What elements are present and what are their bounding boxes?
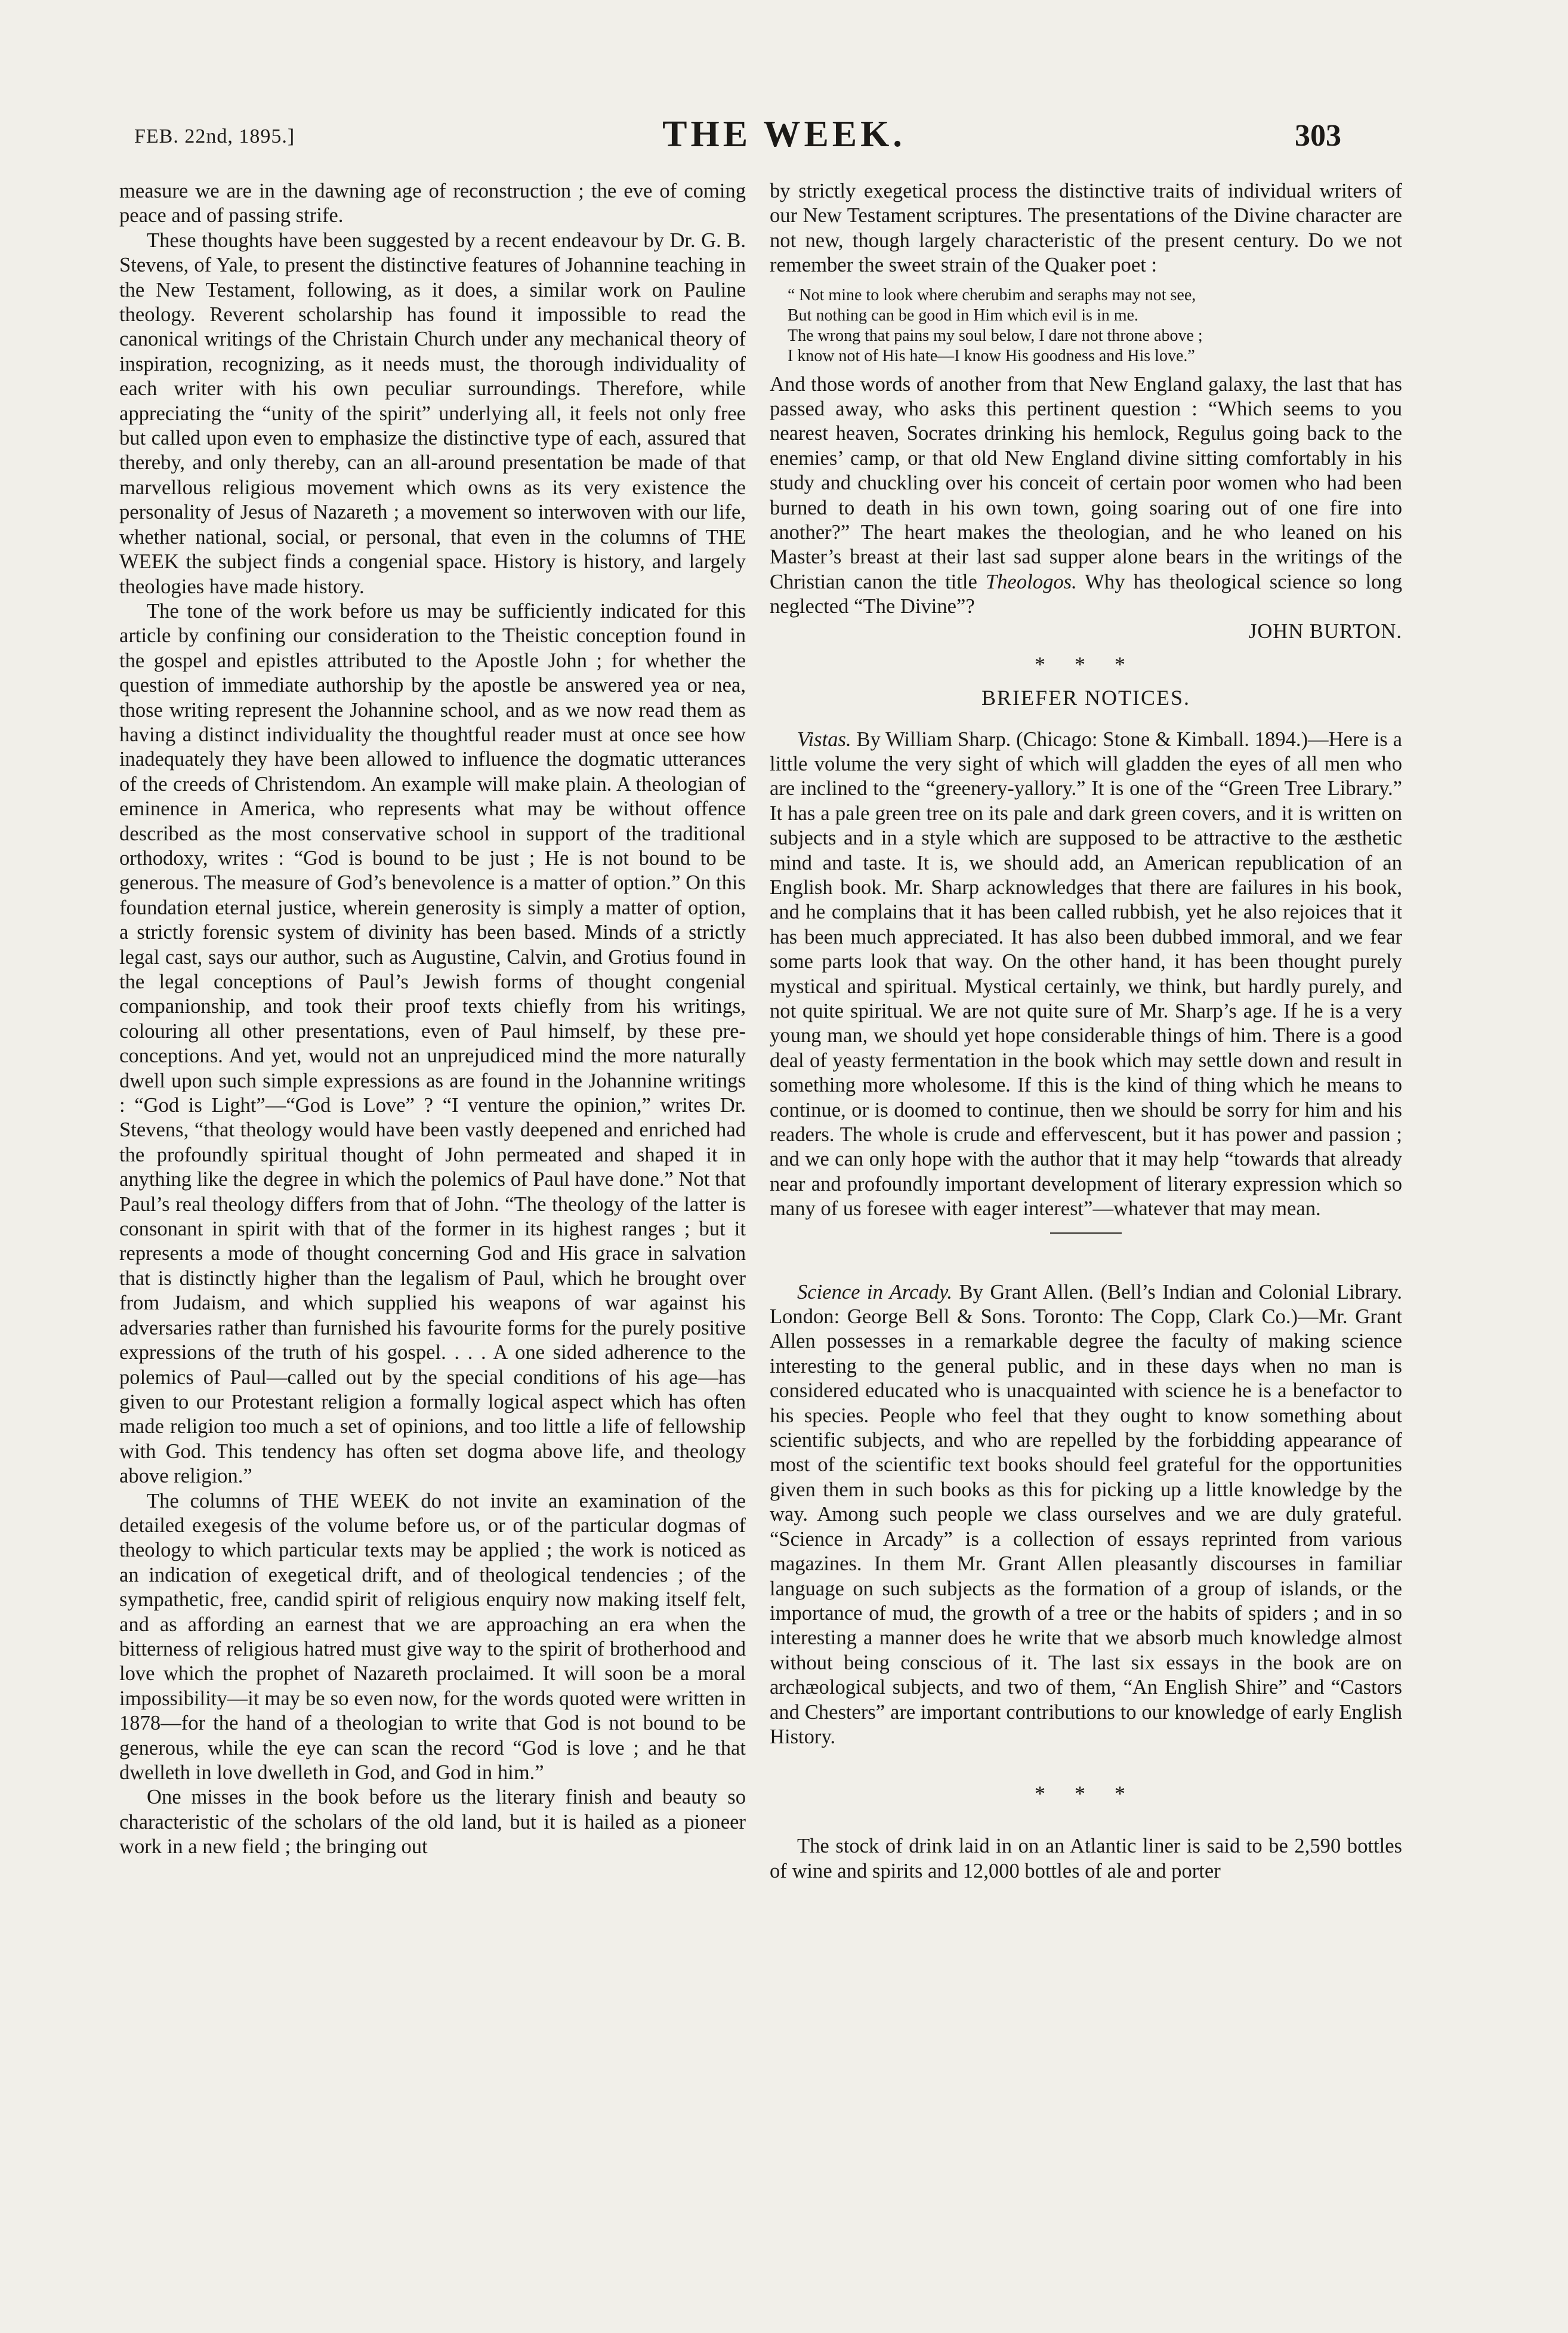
poem-line: “ Not mine to look where cherubim and seraphs may not see, [788, 285, 1196, 304]
signature-line [770, 620, 1402, 644]
notice-text: By William Sharp. (Chicago: Stone & Kimball. 1894.)—Here is a little volume the very sight of which will gladden the eyes of all men who are inclined to the “greenery-yallory.” It is one of the “Green Tree Library.” It has a pale green tree on its pale and dark green covers, and it is written on subjects and in a style which are supposed to be attractive to the æsthetic mind and taste. It is, we should add, an American republication of an English book. Mr. Sharp acknowledges that there are failures in his book, and he complains that it has been called rubbish, yet he also rejoices that it has been much appreciated. It has also been dubbed immoral, and we fear some parts look that way. On the other hand, it has been thought purely mystical and spiritual. Mystical certainly, we think, but hardly purely, and not quite spiritual. We are not quite sure of Mr. Sharp’s age. If he is a very young man, we should yet hope considerable things of him. There is a good deal of yeasty fermentation in the book which may settle down and result in something more wholesome. If this is the kind of thing which he means to continue, or is doomed to continue, then we should be sorry for him and his readers. The whole is crude and effervescent, but it has power and passion ; and we can only hope with the author that it may help “towards that already near and profoundly important development of literary expression which so many of us foresee with eager interest”—whatever that may mean. [770, 728, 1403, 1221]
paragraph: The stock of drink laid in on an Atlantic liner is said to be 2,590 bottles of wine and spirits and 12,000 bottles of ale and porter [770, 1835, 1402, 1882]
paragraph: One misses in the book before us the literary finish and beauty so characteristic of the scholars of the old land, but it is hailed as a pioneer work in a new field ; the bringing out [119, 1786, 746, 1859]
poem-line: I know not of His hate—I know His goodness and His love.” [788, 346, 1195, 365]
book-title: Vistas. [797, 728, 851, 751]
paragraph: These thoughts have been suggested by a recent endeavour by Dr. G. B. Stevens, of Yale, to present the distinctive features of Johannine teaching in the New Testament, following, as it does, a similar work on Pauline theology. Reverent scholarship has found it impossible to read the canonical writings of the Christain Church under any mechanical theory of inspiration, recognizing, as it needs must, the thorough individuality of each writer with his own peculiar surroundings. Therefore, while appreciating the “unity of the spirit” underlying all, it feels not only free but called upon even to emphasize the distinctive type of each, assured that thereby, and only thereby, can an all-around presentation be made of that marvellous religious movement which owns as its very existence the personality of Jesus of Nazareth ; a movement so interwoven with our life, whether national, social, or personal, that even in the columns of THE WEEK the subject finds a congenial space. History is history, and largely theologies have made history. [119, 229, 746, 598]
paragraph: measure we are in the dawning age of reconstruction ; the eve of coming peace and of passing strife. [119, 180, 746, 227]
left-column [119, 179, 746, 1860]
paragraph [770, 372, 1402, 620]
book-title: Science in Arcady. [797, 1280, 953, 1303]
poem-line: But nothing can be good in Him which evil is in me. [788, 306, 1138, 325]
right-column [770, 179, 1402, 1884]
paragraph-text: And those words of another from that New England galaxy, the last that has passed away, who asks this pertinent question : “Which seems to you nearest heaven, Socrates drinking his hemlock, Regulus going back to the enemies’ camp, or that old New England divine sitting comfortably in his study and chuckling over his conceit of certain poor women who had been burned to death in his own town, going soaring out of one fire into another?” The heart makes the theologian, and he who leaned on his Master’s breast at their last sad supper alone bears in the writings of the Christian canon the title [770, 372, 1402, 593]
book-notice [770, 1280, 1402, 1750]
paragraph: The columns of THE WEEK do not invite an examination of the detailed exegesis of the volume before us, or of the particular dogmas of theology to which particular texts may be applied ; the work is noticed as an indication of exegetical drift, and of theological tendencies ; of the sympathetic, free, candid spirit of religious enquiry now making itself felt, and as affording an earnest that we are approaching an era when the bitterness of religious hatred must give way to the spirit of brotherhood and love which the prophet of Nazareth proclaimed. It will soon be a moral impossibility—it may be so even now, for the words quoted were written in 1878—for the hand of a theologian to write that God is not bound to be generous, while the eye can scan the record “God is love ; and he that dwelleth in love dwelleth in God, and God in him.” [119, 1489, 746, 1784]
issue-date: FEB. 22nd, 1895.] [134, 125, 295, 147]
section-divider-stars: * * * [1035, 652, 1137, 677]
paragraph: by strictly exegetical process the distinctive traits of individual writers of our New Testament scriptures. The presentations of the Divine character are not new, though largely characteristic of the present century. Do we not remember the sweet strain of the Quaker poet : [770, 180, 1402, 277]
section-divider-stars: * * * [1035, 1782, 1137, 1806]
page-header [0, 113, 1568, 161]
divider-rule [1050, 1232, 1122, 1234]
book-notice [770, 728, 1402, 1222]
quoted-poem [788, 285, 1402, 366]
paragraph: The tone of the work before us may be sufficiently indicated for this article by confining our consideration to the Theistic conception found in the gospel and epistles attributed to the Apostle John ; for whether the question of immediate authorship by the apostle be answered yea or nea, those writing represent the Johannine school, and as we now read them as having a distinct individuality the thoughtful reader must at once see how inadequately they have been allowed to influence the dogmatic utterances of the creeds of Christendom. An example will make plain. A theologian of eminence in America, who represents what may be without offence described as the most conservative school in support of the traditional orthodoxy, writes : “God is bound to be just ; He is not bound to be generous. The measure of God’s benevolence is a matter of option.” On this foundation eternal justice, wherein generosity is simply a matter of option, a strictly forensic system of divinity has been based. Minds of a strictly legal cast, says our author, such as Augustine, Calvin, and Grotius found in the legal conceptions of Paul’s Jewish forms of thought congenial companionship, and took their proof texts chiefly from his writings, colouring all other presentations, even of Paul himself, by these pre-conceptions. And yet, would not an unprejudiced mind the more naturally dwell upon such simple expressions as are found in the Johannine writings : “God is Light”—“God is Love” ? “I venture the opinion,” writes Dr. Stevens, “that theology would have been vastly deepened and enriched had the profoundly spiritual thought of John permeated and shaped it in anything like the degree in which the polemics of Paul have done.” Not that Paul’s real theology differs from that of John. “The theology of the latter is consonant in spirit with that of the former in its highest ranges ; but it represents a mode of thought concerning God and His grace in salvation that is distinctly higher than the legalism of Paul, which he brought over from Judaism, and which supplied his weapons of war against his adversaries rather than furnished his favourite forms for the purely positive expressions of the truth of his gospel. . . . A one sided adherence to the polemics of Paul—called out by the special conditions of his age—has given to our Protestant religion a formally logical aspect which has often made religion too much a set of opinions, and too little a life of fellowship with God. This tendency has often set dogma above life, and theology above religion.” [119, 599, 746, 1488]
section-heading: BRIEFER NOTICES. [981, 686, 1191, 710]
notice-text: By Grant Allen. (Bell’s Indian and Colonial Library. London: George Bell & Sons. Toronto: The Copp, Clark Co.)—Mr. Grant Allen possesses in a remarkable degree the faculty of making science interesting to the general public, and in these days when no man is considered educated who is unacquainted with science he is a benefactor to his species. People who feel that they ought to know something about scientific subjects, and who are repelled by the forbidding appearance of most of the scientific text books should feel grateful for the opportunities given them in such books as this for picking up a little knowledge by the way. Among such people we class ourselves and we are duly grateful. “Science in Arcady” is a collection of essays reprinted from various magazines. In them Mr. Grant Allen pleasantly discourses in familiar language on such subjects as the formation of a group of islands, or the importance of mud, the growth of a tree or the habits of spiders ; and in so interesting a manner does he write that we absorb much knowledge almost without being conscious of it. The last six essays in the book are on archæological subjects, and two of them, “An English Shire” and “Castors and Chesters” are important contributions to our knowledge of early English History. [770, 1280, 1402, 1748]
author-signature: JOHN BURTON. [1248, 620, 1402, 643]
poem-line: The wrong that pains my soul below, I dare not throne above ; [788, 326, 1203, 345]
paragraph-text: Why has theological science so long neglected “The Divine”? [770, 570, 1402, 618]
italic-term: Theologos. [986, 570, 1077, 593]
publication-title: THE WEEK. [662, 114, 906, 155]
page-number: 303 [1295, 119, 1341, 153]
